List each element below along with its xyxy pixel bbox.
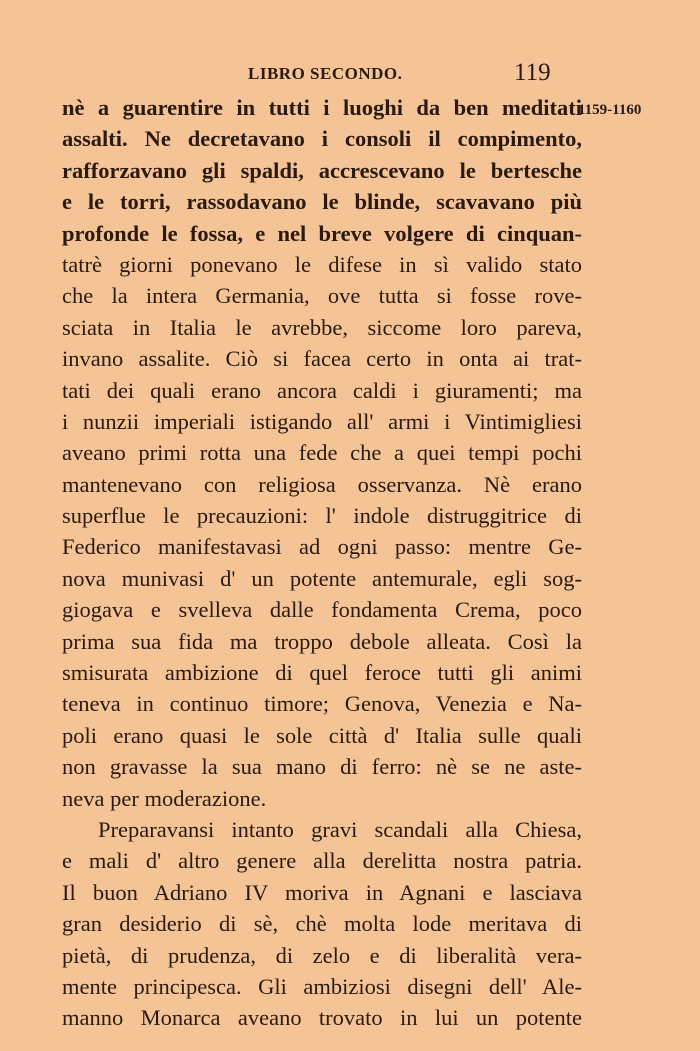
text-line: poli erano quasi le sole città d' Italia sulle quali [62, 722, 582, 748]
running-head: LIBRO SECONDO. [248, 64, 403, 83]
text-line: e mali d' altro genere alla derelitta nostra patria. [62, 848, 582, 874]
page-header [0, 59, 700, 90]
text-line: smisurata ambizione di quel feroce tutti gli animi [62, 660, 582, 686]
text-line: non gravasse la sua mano di ferro: nè se ne aste- [62, 754, 582, 780]
text-line: profonde le fossa, e nel breve volgere di cinquan- [62, 220, 582, 246]
text-line: nè a guarentire in tutti i luoghi da ben meditati [62, 95, 582, 120]
margin-date-note: 1159-1160 [578, 102, 642, 118]
text-line: manno Monarca aveano trovato in lui un potente [62, 1005, 582, 1031]
text-line: sciata in Italia le avrebbe, siccome loro pareva, [62, 314, 582, 340]
text-line: Federico manifestavasi ad ogni passo: mentre Ge- [62, 534, 582, 560]
text-line: e le torri, rassodavano le blinde, scavavano più [62, 189, 582, 215]
page-number: 119 [514, 59, 551, 86]
text-line: i nunzii imperiali istigando all' armi i Vintimigliesi [62, 408, 582, 434]
text-line: aveano primi rotta una fede che a quei tempi pochi [62, 440, 582, 466]
text-line: superflue le precauzioni: l' indole distruggitrice di [62, 503, 582, 529]
text-line: tati dei quali erano ancora caldi i giuramenti; ma [62, 377, 582, 403]
text-line: invano assalite. Ciò si facea certo in onta ai trat- [62, 346, 582, 372]
text-line: assalti. Ne decretavano i consoli il compimento, [62, 126, 582, 152]
text-line: Preparavansi intanto gravi scandali alla Chiesa, [98, 816, 582, 842]
body-text [62, 92, 582, 1034]
text-line: gran desiderio di sè, chè molta lode meritava di [62, 911, 582, 937]
text-line: nova munivasi d' un potente antemurale, egli sog- [62, 565, 582, 591]
text-line: neva per moderazione. [62, 785, 267, 811]
text-line: pietà, di prudenza, di zelo e di liberalità vera- [62, 942, 582, 968]
text-line: prima sua fida ma troppo debole alleata. Così la [62, 628, 582, 654]
text-line: rafforzavano gli spaldi, accrescevano le bertesche [62, 157, 582, 183]
text-line: tatrè giorni ponevano le difese in sì valido stato [62, 251, 582, 277]
text-line: che la intera Germania, ove tutta si fosse rove- [62, 283, 582, 309]
text-line: Il buon Adriano IV moriva in Agnani e lasciava [62, 879, 582, 905]
text-line: mente principesca. Gli ambiziosi disegni dell' Ale- [62, 973, 582, 999]
text-line: mantenevano con religiosa osservanza. Nè erano [62, 471, 582, 497]
text-line: giogava e svelleva dalle fondamenta Crema, poco [62, 597, 582, 623]
text-line: teneva in continuo timore; Genova, Venezia e Na- [62, 691, 582, 717]
